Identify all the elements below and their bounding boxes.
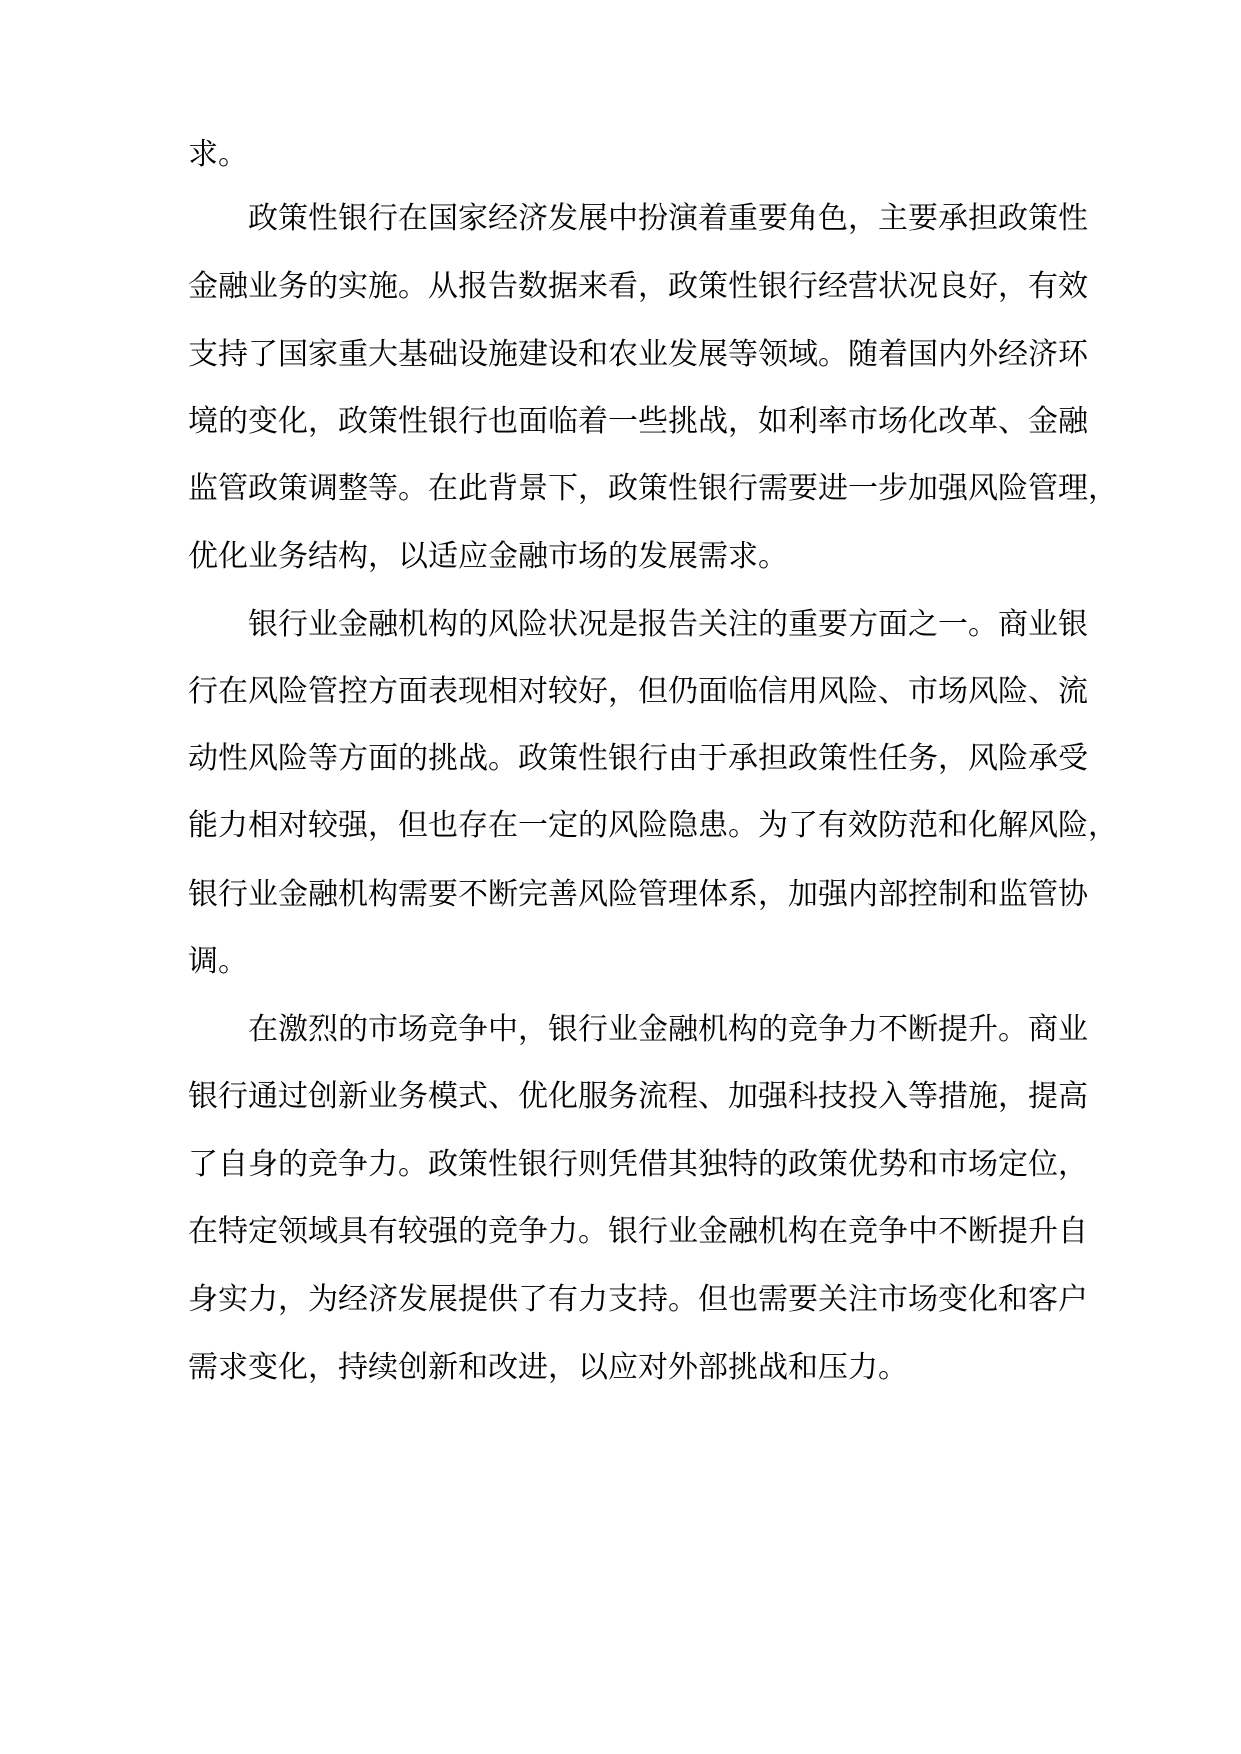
text-line: 银行业金融机构需要不断完善风险管理体系，加强内部控制和监管协 — [188, 877, 1088, 912]
text-line: 动性风险等方面的挑战。政策性银行由于承担政策性任务，风险承受 — [188, 741, 1088, 776]
text-line: 行在风险管控方面表现相对较好，但仍面临信用风险、市场风险、流 — [188, 674, 1088, 709]
text-line: 支持了国家重大基础设施建设和农业发展等领域。随着国内外经济环 — [188, 337, 1088, 372]
text-line: 境的变化，政策性银行也面临着一些挑战，如利率市场化改革、金融 — [188, 404, 1088, 439]
text-line: 在特定领域具有较强的竞争力。银行业金融机构在竞争中不断提升自 — [188, 1214, 1088, 1249]
text-line: 求。 — [188, 137, 248, 172]
text-line: 银行通过创新业务模式、优化服务流程、加强科技投入等措施，提高 — [188, 1079, 1088, 1114]
text-line: 能力相对较强，但也存在一定的风险隐患。为了有效防范和化解风险， — [188, 808, 1118, 843]
text-line: 需求变化，持续创新和改进，以应对外部挑战和压力。 — [188, 1350, 908, 1385]
text-line: 金融业务的实施。从报告数据来看，政策性银行经营状况良好，有效 — [188, 269, 1088, 304]
text-line: 政策性银行在国家经济发展中扮演着重要角色，主要承担政策性 — [248, 201, 1088, 236]
text-line: 优化业务结构，以适应金融市场的发展需求。 — [188, 539, 788, 574]
text-line: 调。 — [188, 944, 248, 979]
text-line: 银行业金融机构的风险状况是报告关注的重要方面之一。商业银 — [248, 607, 1088, 642]
text-line: 身实力，为经济发展提供了有力支持。但也需要关注市场变化和客户 — [188, 1282, 1088, 1317]
text-line: 监管政策调整等。在此背景下，政策性银行需要进一步加强风险管理， — [188, 471, 1118, 506]
text-line: 在激烈的市场竞争中，银行业金融机构的竞争力不断提升。商业 — [248, 1012, 1088, 1047]
text-line: 了自身的竞争力。政策性银行则凭借其独特的政策优势和市场定位， — [188, 1147, 1088, 1182]
